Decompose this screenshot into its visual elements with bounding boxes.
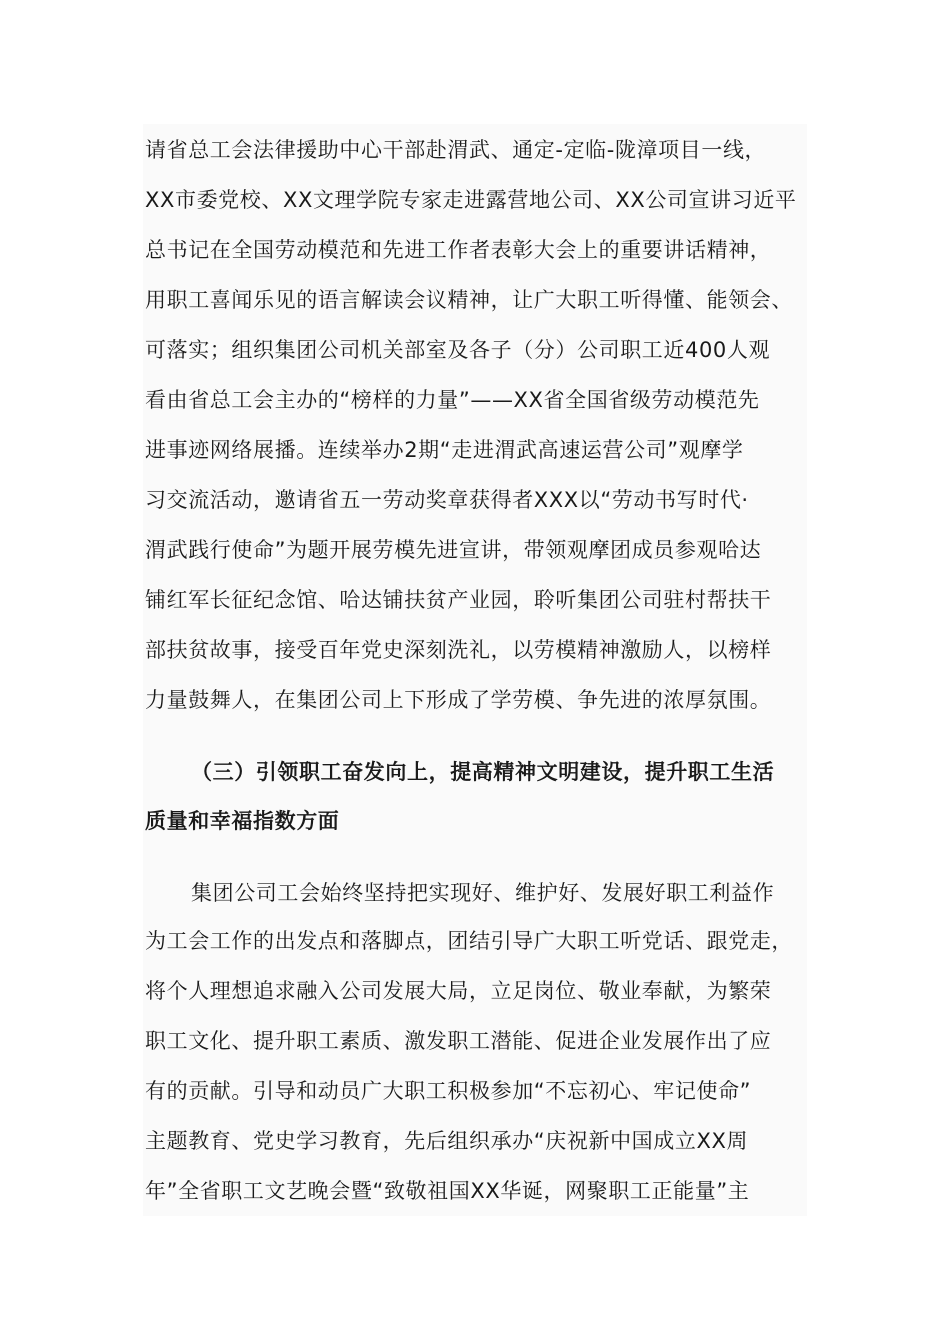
paragraph-line: 看由省总工会主办的“榜样的力量”——XX省全国省级劳动模范先 (145, 388, 760, 412)
paragraph-line: 进事迹网络展播。连续举办2期“走进渭武高速运营公司”观摩学 (145, 438, 744, 462)
paragraph-line: 有的贡献。引导和动员广大职工积极参加“不忘初心、牢记使命” (145, 1079, 752, 1103)
paragraph-line: 可落实；组织集团公司机关部室及各子（分）公司职工近400人观 (145, 338, 771, 362)
paragraph-line: 职工文化、提升职工素质、激发职工潜能、促进企业发展作出了应 (145, 1029, 772, 1053)
paragraph-line: 渭武践行使命”为题开展劳模先进宣讲，带领观摩团成员参观哈达 (145, 538, 762, 562)
paragraph-line: 请省总工会法律援助中心干部赴渭武、通定-定临-陇漳项目一线， (145, 138, 767, 162)
paragraph-line: 主题教育、党史学习教育，先后组织承办“庆祝新中国成立XX周 (145, 1129, 749, 1153)
paragraph-line: 年”全省职工文艺晚会暨“致敬祖国XX华诞，网聚职工正能量”主 (145, 1179, 750, 1203)
paragraph-line: 习交流活动，邀请省五一劳动奖章获得者XXX以“劳动书写时代· (145, 488, 749, 512)
section-heading-line: （三）引领职工奋发向上，提高精神文明建设，提升职工生活 (191, 760, 775, 784)
paragraph-line: 力量鼓舞人，在集团公司上下形成了学劳模、争先进的浓厚氛围。 (145, 688, 772, 712)
paragraph-line: 为工会工作的出发点和落脚点，团结引导广大职工听党话、跟党走， (145, 929, 793, 953)
paragraph-line: 部扶贫故事，接受百年党史深刻洗礼，以劳模精神激励人，以榜样 (145, 638, 772, 662)
section-heading-line: 质量和幸福指数方面 (145, 809, 340, 833)
paragraph-line: 总书记在全国劳动模范和先进工作者表彰大会上的重要讲话精神， (145, 238, 772, 262)
paragraph-line: 用职工喜闻乐见的语言解读会议精神，让广大职工听得懂、能领会、 (145, 288, 793, 312)
paragraph-line: 将个人理想追求融入公司发展大局，立足岗位、敬业奉献，为繁荣 (145, 979, 772, 1003)
paragraph-line: XX市委党校、XX文理学院专家走进露营地公司、XX公司宣讲习近平 (145, 188, 797, 212)
paragraph-line: 集团公司工会始终坚持把实现好、维护好、发展好职工利益作 (191, 881, 775, 905)
paragraph-line: 铺红军长征纪念馆、哈达铺扶贫产业园，聆听集团公司驻村帮扶干 (145, 588, 772, 612)
